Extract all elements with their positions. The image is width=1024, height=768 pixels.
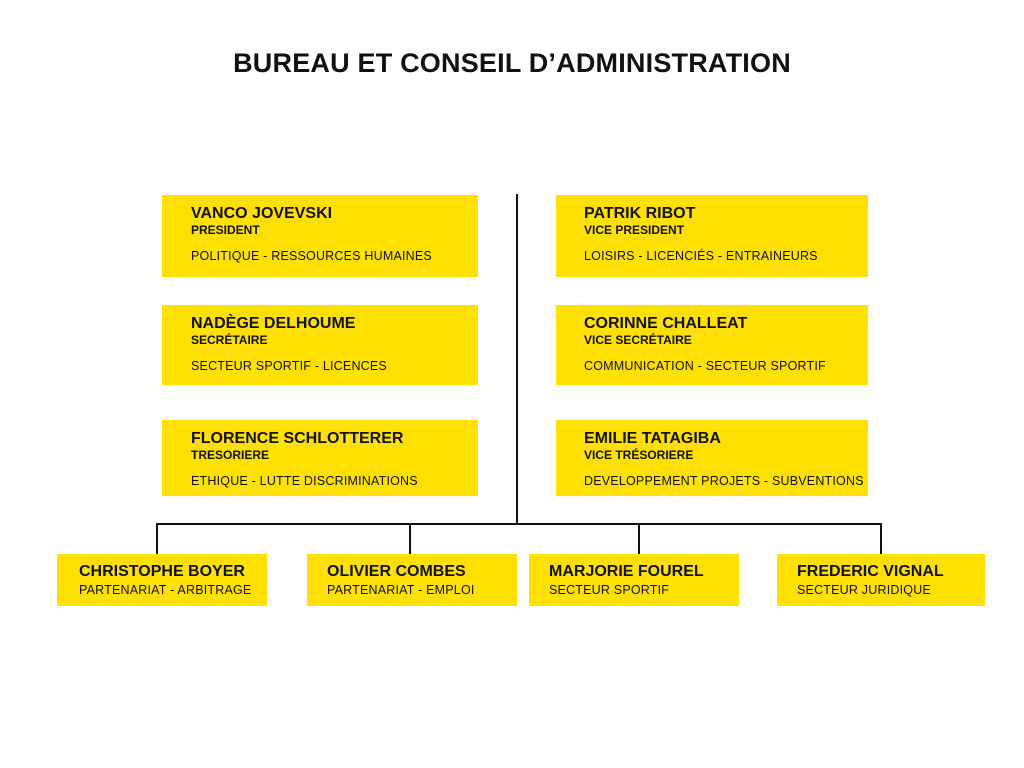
member-card-president — [162, 195, 478, 277]
member-name: CHRISTOPHE BOYER — [79, 563, 245, 580]
member-name: FLORENCE SCHLOTTERER — [191, 430, 404, 447]
member-domains: DEVELOPPEMENT PROJETS - SUBVENTIONS — [584, 474, 864, 488]
member-domains: SECTEUR JURIDIQUE — [797, 583, 931, 597]
central-vertical-line — [516, 194, 518, 525]
council-card-1 — [57, 554, 267, 606]
member-domains: SECTEUR SPORTIF — [549, 583, 670, 597]
member-role: TRESORIERE — [191, 448, 270, 462]
council-card-2 — [307, 554, 517, 606]
member-role: VICE SECRÉTAIRE — [584, 333, 692, 347]
member-card-vice-tresoriere — [556, 420, 868, 496]
member-role: SECRÉTAIRE — [191, 333, 268, 347]
member-domains: POLITIQUE - RESSOURCES HUMAINES — [191, 249, 432, 263]
member-card-vice-secretaire — [556, 305, 868, 385]
member-card-tresoriere — [162, 420, 478, 496]
member-name: PATRIK RIBOT — [584, 205, 696, 222]
member-name: NADÈGE DELHOUME — [191, 315, 356, 332]
connector-drop-4 — [880, 523, 882, 554]
member-role: VICE PRESIDENT — [584, 223, 685, 237]
member-role: VICE TRÉSORIERE — [584, 448, 694, 462]
member-domains: SECTEUR SPORTIF - LICENCES — [191, 359, 387, 373]
member-domains: PARTENARIAT - EMPLOI — [327, 583, 475, 597]
member-name: FREDERIC VIGNAL — [797, 563, 944, 580]
council-card-4 — [777, 554, 985, 606]
council-card-3 — [529, 554, 739, 606]
member-domains: PARTENARIAT - ARBITRAGE — [79, 583, 252, 597]
member-name: MARJORIE FOUREL — [549, 563, 704, 580]
page-title: BUREAU ET CONSEIL D’ADMINISTRATION — [233, 48, 791, 78]
member-domains: LOISIRS - LICENCIÉS - ENTRAINEURS — [584, 249, 818, 263]
connector-drop-2 — [409, 523, 411, 554]
member-name: OLIVIER COMBES — [327, 563, 466, 580]
member-card-secretaire — [162, 305, 478, 385]
connector-drop-1 — [156, 523, 158, 554]
horizontal-connector-line — [156, 523, 882, 525]
member-name: CORINNE CHALLEAT — [584, 315, 748, 332]
member-domains: COMMUNICATION - SECTEUR SPORTIF — [584, 359, 826, 373]
member-name: EMILIE TATAGIBA — [584, 430, 721, 447]
connector-drop-3 — [638, 523, 640, 554]
member-domains: ETHIQUE - LUTTE DISCRIMINATIONS — [191, 474, 418, 488]
member-name: VANCO JOVEVSKI — [191, 205, 333, 222]
member-role: PRESIDENT — [191, 223, 260, 237]
member-card-vice-president — [556, 195, 868, 277]
